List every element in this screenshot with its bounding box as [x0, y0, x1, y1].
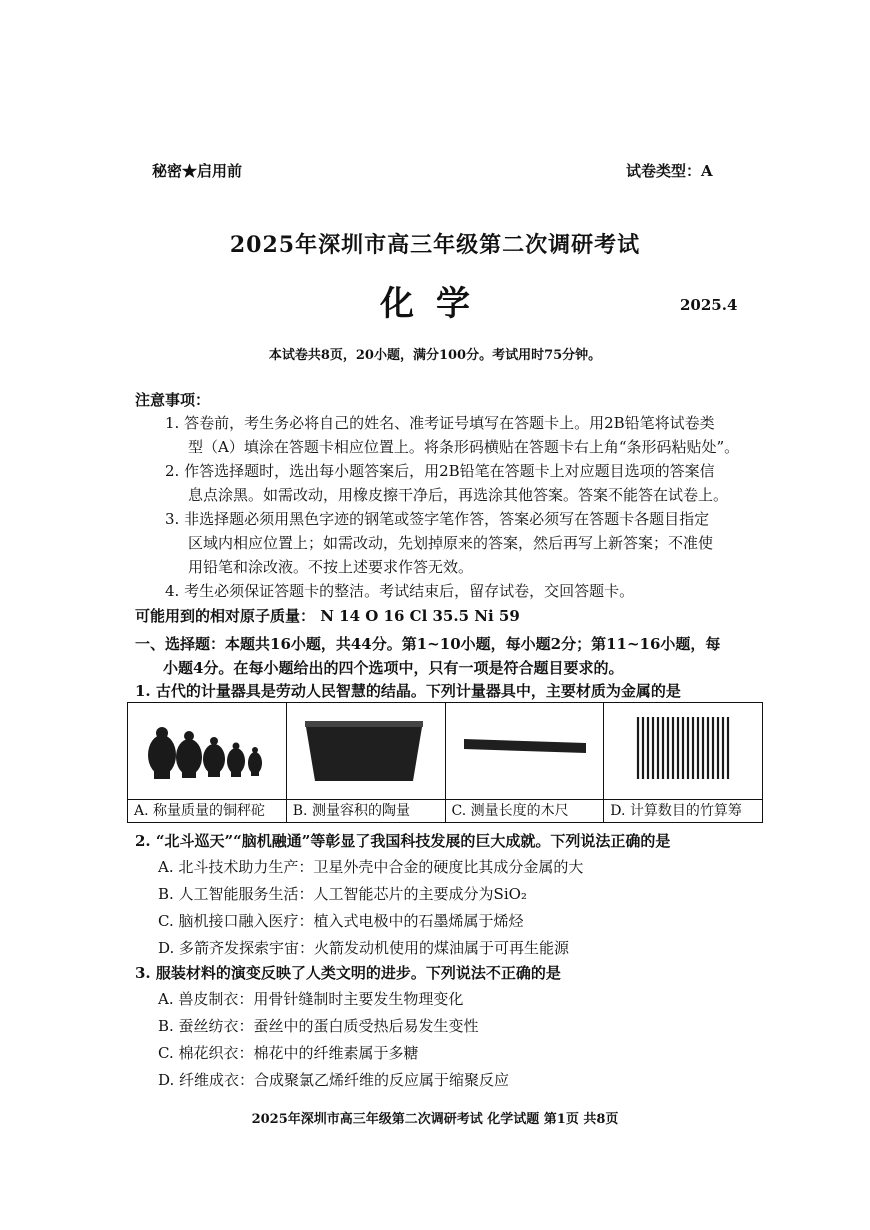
note-line: 1. 答卷前，考生务必将自己的姓名、准考证号填写在答题卡上。用2B铅笔将试卷类 [165, 414, 715, 432]
notes-heading: 注意事项： [135, 391, 211, 409]
exam-info: 本试卷共8页，20小题，满分100分。考试用时75分钟。 [268, 348, 602, 363]
q3-option: A. 兽皮制衣：用骨针缝制时主要发生物理变化 [158, 990, 464, 1008]
note-line: 息点涂黑。如需改动，用橡皮擦干净后，再选涂其他答案。答案不能答在试卷上。 [188, 486, 729, 504]
option-c-caption: C. 测量长度的木尺 [445, 800, 604, 823]
note-line: 4. 考生必须保证答题卡的整洁。考试结束后，留存试卷，交回答题卡。 [165, 582, 635, 600]
page-footer: 2025年深圳市高三年级第二次调研考试 化学试题 第1页 共8页 [251, 1112, 619, 1127]
section1-heading-cont: 小题4分。在每小题给出的四个选项中，只有一项是符合题目要求的。 [163, 659, 624, 677]
paper-type-label: 试卷类型：A [626, 162, 713, 180]
q3-option: D. 纤维成衣：合成聚氯乙烯纤维的反应属于缩聚反应 [158, 1071, 510, 1089]
note-line: 区域内相应位置上；如需改动，先划掉原来的答案，然后再写上新答案；不准使 [188, 534, 714, 552]
q1-options-table [127, 702, 763, 823]
option-d-image [604, 703, 763, 800]
bamboo-counting-rods-icon [604, 703, 760, 795]
note-line: 用铅笔和涂改液。不按上述要求作答无效。 [188, 558, 474, 576]
q2-option: A. 北斗技术助力生产：卫星外壳中合金的硬度比其成分金属的大 [158, 858, 584, 876]
section1-heading: 一、选择题：本题共16小题，共44分。第1~10小题，每小题2分；第11~16小题，每 [135, 635, 721, 653]
q3-option: C. 棉花织衣：棉花中的纤维素属于多糖 [158, 1044, 419, 1062]
note-line: 3. 非选择题必须用黑色字迹的钢笔或签字笔作答，答案必须写在答题卡各题目指定 [165, 510, 710, 528]
secret-label: 秘密★启用前 [152, 162, 243, 180]
q2-option: D. 多箭齐发探索宇宙：火箭发动机使用的煤油属于可再生能源 [158, 939, 570, 957]
option-b-caption: B. 测量容积的陶量 [286, 800, 445, 823]
subject-title: 化学 [380, 284, 492, 324]
note-line: 型（A）填涂在答题卡相应位置上。将条形码横贴在答题卡右上角“条形码粘贴处”。 [188, 438, 740, 456]
copper-weights-icon [128, 703, 284, 795]
exam-date: 2025.4 [680, 296, 738, 314]
q2-stem: 2. “北斗巡天”“脑机融通”等彰显了我国科技发展的巨大成就。下列说法正确的是 [135, 832, 671, 850]
q2-option: C. 脑机接口融入医疗：植入式电极中的石墨烯属于烯烃 [158, 912, 524, 930]
note-line: 2. 作答选择题时，选出每小题答案后，用2B铅笔在答题卡上对应题目选项的答案信 [165, 462, 715, 480]
option-c-image [445, 703, 604, 800]
option-a-caption: A. 称量质量的铜秤砣 [128, 800, 287, 823]
q1-stem: 1. 古代的计量器具是劳动人民智慧的结晶。下列计量器具中，主要材质为金属的是 [135, 682, 681, 700]
wooden-ruler-icon [446, 703, 602, 795]
option-d-caption: D. 计算数目的竹算筹 [604, 800, 763, 823]
exam-title: 2025年深圳市高三年级第二次调研考试 [229, 232, 641, 258]
atomic-masses: 可能用到的相对原子质量： N 14 O 16 Cl 35.5 Ni 59 [135, 607, 520, 625]
q3-stem: 3. 服装材料的演变反映了人类文明的进步。下列说法不正确的是 [135, 964, 561, 982]
q3-option: B. 蚕丝纺衣：蚕丝中的蛋白质受热后易发生变性 [158, 1017, 479, 1035]
option-a-image [128, 703, 287, 800]
option-b-image [286, 703, 445, 800]
q2-option: B. 人工智能服务生活：人工智能芯片的主要成分为SiO₂ [158, 885, 527, 903]
pottery-measure-icon [287, 703, 443, 795]
